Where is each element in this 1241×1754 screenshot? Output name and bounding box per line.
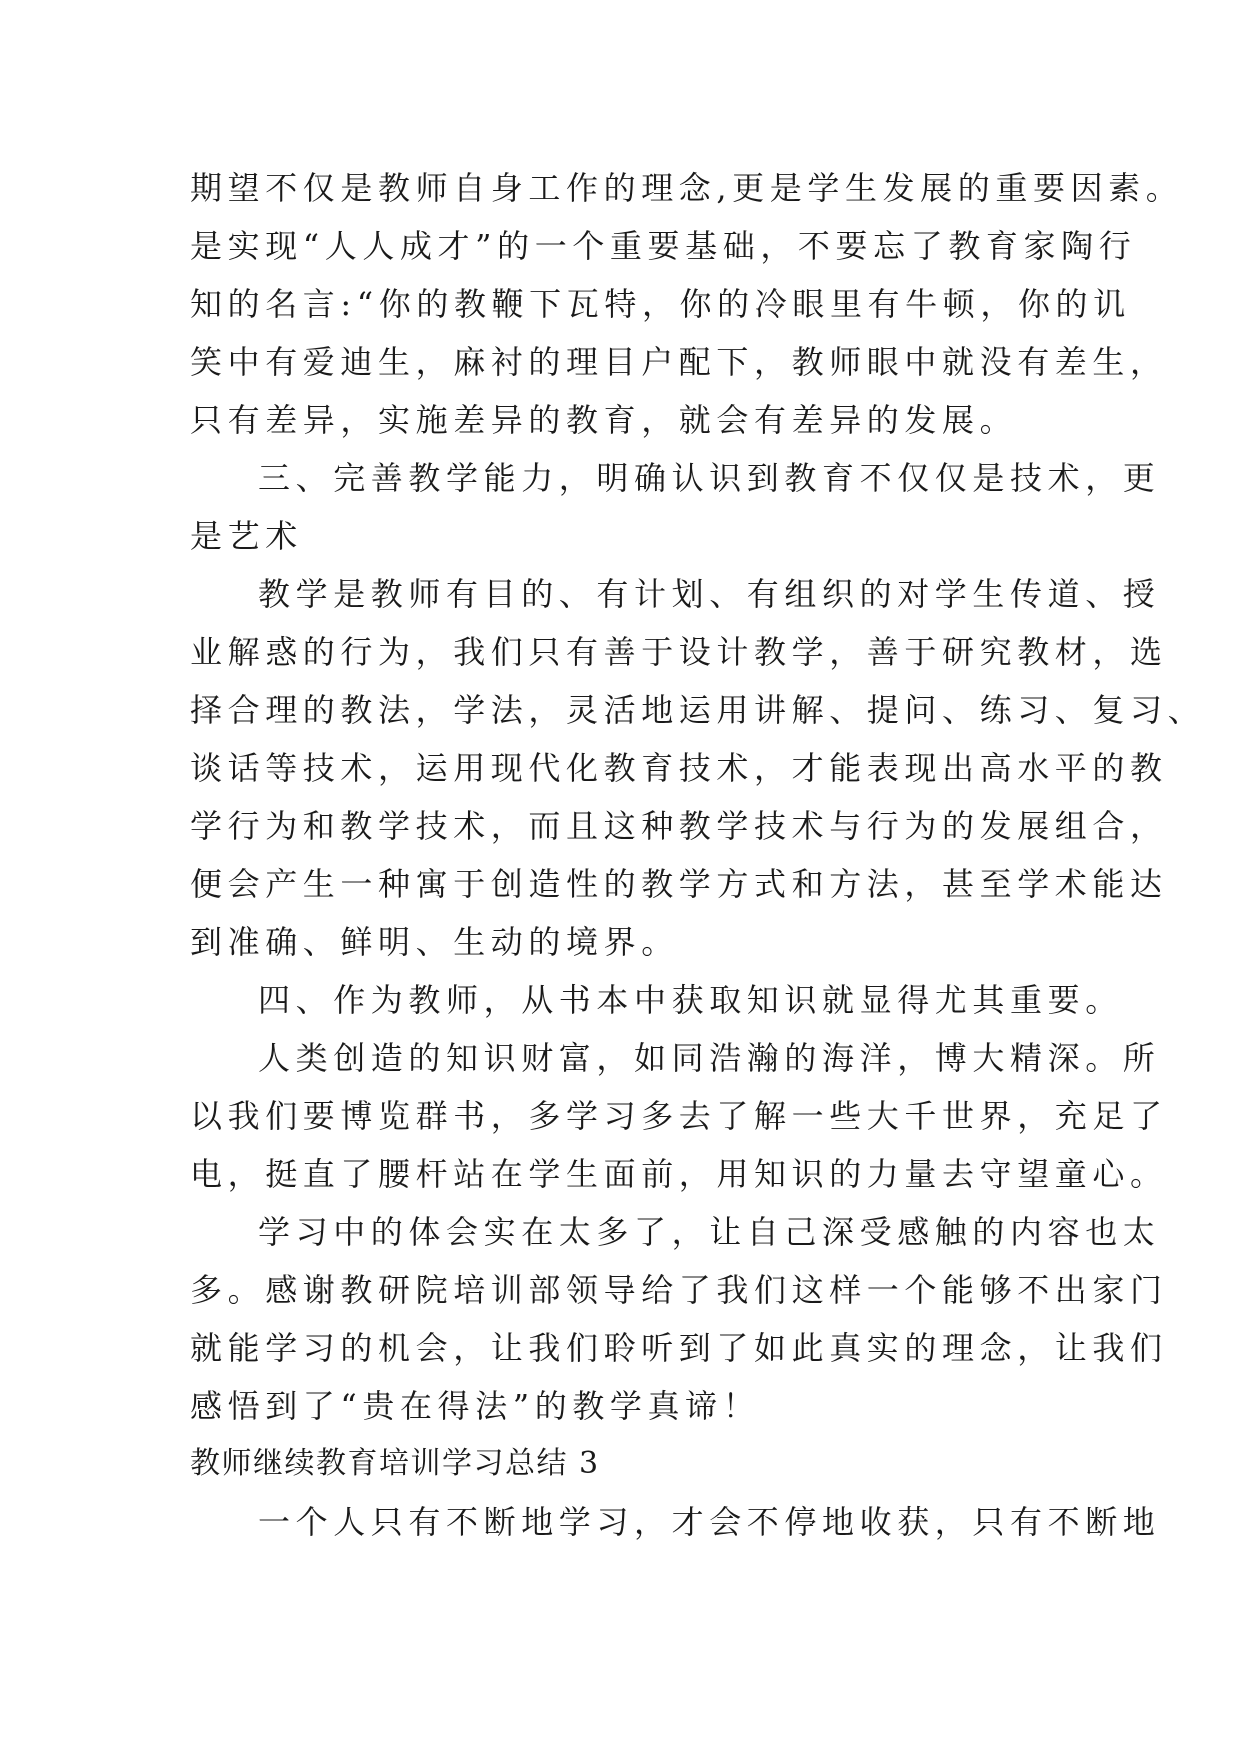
text-line-11: 谈话等技术，运用现代化教育技术，才能表现出高水平的教: [190, 749, 1168, 787]
text-line-5: 只有差异，实施差异的教育，就会有差异的发展。: [190, 401, 1018, 439]
section-heading-4: 四、作为教师，从书本中获取知识就显得尤其重要。: [258, 981, 1123, 1019]
text-line-2: 是实现“人人成才”的一个重要基础，不要忘了教育家陶行: [190, 227, 1137, 265]
text-line-22: 感悟到了“贵在得法”的教学真谛！: [190, 1387, 761, 1425]
section-heading-3: 三、完善教学能力，明确认识到教育不仅仅是技术，更: [258, 459, 1161, 497]
article-title: 教师继续教育培训学习总结 3: [190, 1446, 600, 1481]
text-line-13: 便会产生一种寓于创造性的教学方式和方法，甚至学术能达: [190, 865, 1168, 903]
text-line-3: 知的名言:“你的教鞭下瓦特，你的冷眼里有牛顿，你的讥: [190, 285, 1131, 323]
text-line-24: 一个人只有不断地学习，才会不停地收获，只有不断地: [258, 1503, 1161, 1541]
text-line-20: 多。感谢教研院培训部领导给了我们这样一个能够不出家门: [190, 1271, 1168, 1309]
text-line-12: 学行为和教学技术，而且这种教学技术与行为的发展组合，: [190, 807, 1168, 845]
text-line-19: 学习中的体会实在太多了，让自己深受感触的内容也太: [258, 1213, 1161, 1251]
text-line-4: 笑中有爱迪生，麻衬的理目户配下，教师眼中就没有差生，: [190, 343, 1168, 381]
text-line-8: 教学是教师有目的、有计划、有组织的对学生传道、授: [258, 575, 1161, 613]
text-line-9: 业解惑的行为，我们只有善于设计教学，善于研究教材，选: [190, 633, 1168, 671]
text-line-16: 人类创造的知识财富，如同浩瀚的海洋，博大精深。所: [258, 1039, 1161, 1077]
text-line-10: 择合理的教法，学法，灵活地运用讲解、提问、练习、复习、: [190, 691, 1206, 729]
text-line-17: 以我们要博览群书，多学习多去了解一些大千世界，充足了: [190, 1097, 1168, 1135]
text-line-14: 到准确、鲜明、生动的境界。: [190, 923, 679, 961]
section-heading-3-cont: 是艺术: [190, 517, 303, 555]
text-line-18: 电，挺直了腰杆站在学生面前，用知识的力量去守望童心。: [190, 1155, 1168, 1193]
text-line-21: 就能学习的机会，让我们聆听到了如此真实的理念，让我们: [190, 1329, 1168, 1367]
text-line-1: 期望不仅是教师自身工作的理念,更是学生发展的重要因素。: [190, 169, 1184, 207]
